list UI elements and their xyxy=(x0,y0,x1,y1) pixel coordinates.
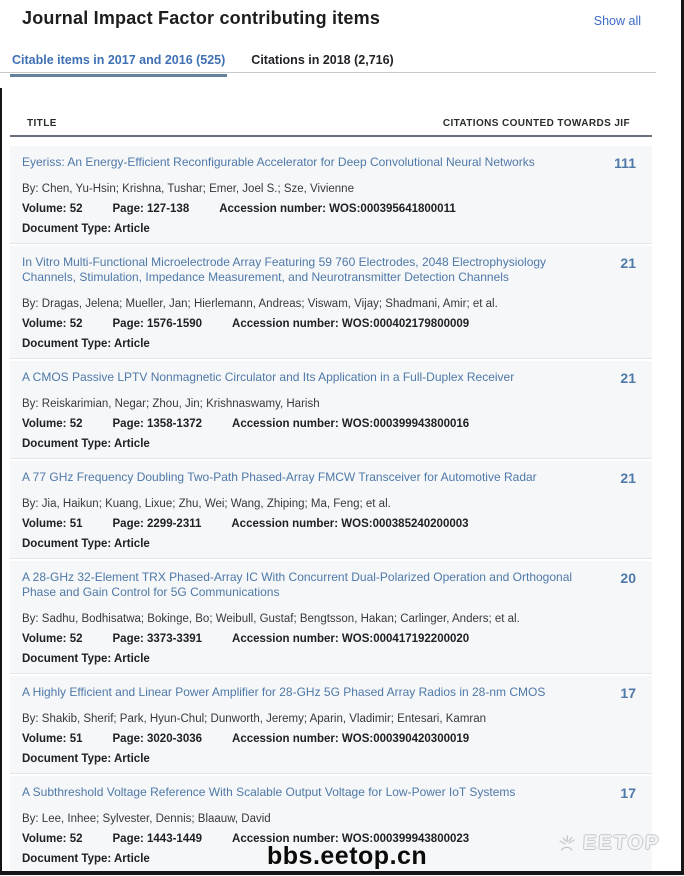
citation-count: 111 xyxy=(614,155,636,171)
article-title-link[interactable]: A 28-GHz 32-Element TRX Phased-Array IC With Concurrent Dual-Polarized Operation and Orthogonal Phase and Gain Control for 5G Communications xyxy=(22,570,573,599)
table-header-rule xyxy=(10,135,652,137)
citation-count: 21 xyxy=(620,255,636,271)
article-document-type: Document Type: Article xyxy=(22,223,150,235)
article-accession-number: Accession number: WOS:000395641800011 xyxy=(219,203,456,215)
article-volume: Volume: 51 xyxy=(22,518,83,530)
show-all-link[interactable]: Show all xyxy=(593,14,641,28)
tab-citable-items[interactable]: Citable items in 2017 and 2016 (525) xyxy=(10,53,227,77)
article-title-link[interactable]: In Vitro Multi-Functional Microelectrode Array Featuring 59 760 Electrodes, 2048 Electrophysiology Channels, Stimulation, Impedance Measurement, and Neurotransmitter Detection Channels xyxy=(22,255,547,284)
article-authors: By: Chen, Yu-Hsin; Krishna, Tushar; Emer, Joel S.; Sze, Vivienne xyxy=(22,183,354,195)
tab-divider xyxy=(0,72,656,73)
column-header-title: TITLE xyxy=(27,118,57,129)
article-authors: By: Dragas, Jelena; Mueller, Jan; Hierlemann, Andreas; Viswam, Vijay; Shadmani, Amir; et al. xyxy=(22,298,498,310)
article-document-type: Document Type: Article xyxy=(22,538,150,550)
table-row xyxy=(10,676,652,774)
sparkle-star-icon xyxy=(555,833,578,855)
article-accession-number: Accession number: WOS:000402179800009 xyxy=(232,318,470,330)
article-meta xyxy=(22,317,640,331)
page-title: Journal Impact Factor contributing items xyxy=(22,8,381,28)
article-document-type: Document Type: Article xyxy=(22,753,150,765)
article-authors: By: Sadhu, Bodhisatwa; Bokinge, Bo; Weibull, Gustaf; Bengtsson, Hakan; Carlinger, Anders; et al. xyxy=(22,613,520,625)
article-pages: Page: 1358-1372 xyxy=(112,418,203,430)
article-title-link[interactable]: Eyeriss: An Energy-Efficient Reconfigurable Accelerator for Deep Convolutional Neural Networks xyxy=(22,155,535,169)
article-volume: Volume: 52 xyxy=(22,203,83,215)
tab-bar xyxy=(10,53,396,77)
citation-count: 21 xyxy=(620,470,636,486)
article-meta xyxy=(22,632,640,646)
article-pages: Page: 3020-3036 xyxy=(112,733,203,745)
window-edge-left xyxy=(0,88,2,875)
article-volume: Volume: 52 xyxy=(22,418,83,430)
article-volume: Volume: 51 xyxy=(22,733,83,745)
article-volume: Volume: 52 xyxy=(22,633,83,645)
table-row xyxy=(10,246,652,359)
article-authors: By: Jia, Haikun; Kuang, Lixue; Zhu, Wei; Wang, Zhiping; Ma, Feng; et al. xyxy=(22,498,391,510)
article-meta xyxy=(22,732,640,746)
article-volume: Volume: 52 xyxy=(22,318,83,330)
table-row xyxy=(10,561,652,674)
article-pages: Page: 1443-1449 xyxy=(112,833,203,845)
article-title-link[interactable]: A Highly Efficient and Linear Power Amplifier for 28-GHz 5G Phased Array Radios in 28-nm CMOS xyxy=(22,685,546,699)
article-meta xyxy=(22,417,640,431)
article-document-type: Document Type: Article xyxy=(22,853,150,865)
table-row xyxy=(10,461,652,559)
article-title-link[interactable]: A Subthreshold Voltage Reference With Scalable Output Voltage for Low-Power IoT Systems xyxy=(22,785,516,799)
article-list xyxy=(10,146,652,876)
article-meta xyxy=(22,202,640,216)
column-header-citations: CITATIONS COUNTED TOWARDS JIF xyxy=(442,118,630,129)
article-document-type: Document Type: Article xyxy=(22,653,150,665)
tab-citations-2018[interactable]: Citations in 2018 (2,716) xyxy=(251,53,394,67)
article-accession-number: Accession number: WOS:000399943800016 xyxy=(232,418,470,430)
article-accession-number: Accession number: WOS:000390420300019 xyxy=(232,733,470,745)
article-pages: Page: 3373-3391 xyxy=(112,633,203,645)
window-edge-bottom xyxy=(0,871,684,875)
eetop-logo-text: EETOP xyxy=(582,832,661,854)
article-meta xyxy=(22,517,640,531)
table-row xyxy=(10,146,652,244)
citation-count: 21 xyxy=(620,370,636,386)
article-authors: By: Reiskarimian, Negar; Zhou, Jin; Krishnaswamy, Harish xyxy=(22,398,320,410)
citation-count: 17 xyxy=(620,685,636,701)
article-pages: Page: 127-138 xyxy=(112,203,190,215)
article-authors: By: Shakib, Sherif; Park, Hyun-Chul; Dunworth, Jeremy; Aparin, Vladimir; Entesari, Kamran xyxy=(22,713,487,725)
watermark-text: bbs.eetop.cn xyxy=(267,842,428,870)
article-document-type: Document Type: Article xyxy=(22,338,150,350)
article-pages: Page: 2299-2311 xyxy=(112,518,202,530)
article-title-link[interactable]: A CMOS Passive LPTV Nonmagnetic Circulator and Its Application in a Full-Duplex Receiver xyxy=(22,370,515,384)
article-pages: Page: 1576-1590 xyxy=(112,318,203,330)
article-accession-number: Accession number: WOS:000399943800023 xyxy=(232,833,470,845)
citation-count: 17 xyxy=(620,785,636,801)
article-volume: Volume: 52 xyxy=(22,833,83,845)
article-document-type: Document Type: Article xyxy=(22,438,150,450)
table-row xyxy=(10,361,652,459)
article-authors: By: Lee, Inhee; Sylvester, Dennis; Blaauw, David xyxy=(22,813,271,825)
article-accession-number: Accession number: WOS:000417192200020 xyxy=(232,633,470,645)
eetop-logo xyxy=(555,832,661,855)
article-accession-number: Accession number: WOS:000385240200003 xyxy=(231,518,469,530)
citation-count: 20 xyxy=(620,570,636,586)
article-title-link[interactable]: A 77 GHz Frequency Doubling Two-Path Phased-Array FMCW Transceiver for Automotive Radar xyxy=(22,470,537,484)
